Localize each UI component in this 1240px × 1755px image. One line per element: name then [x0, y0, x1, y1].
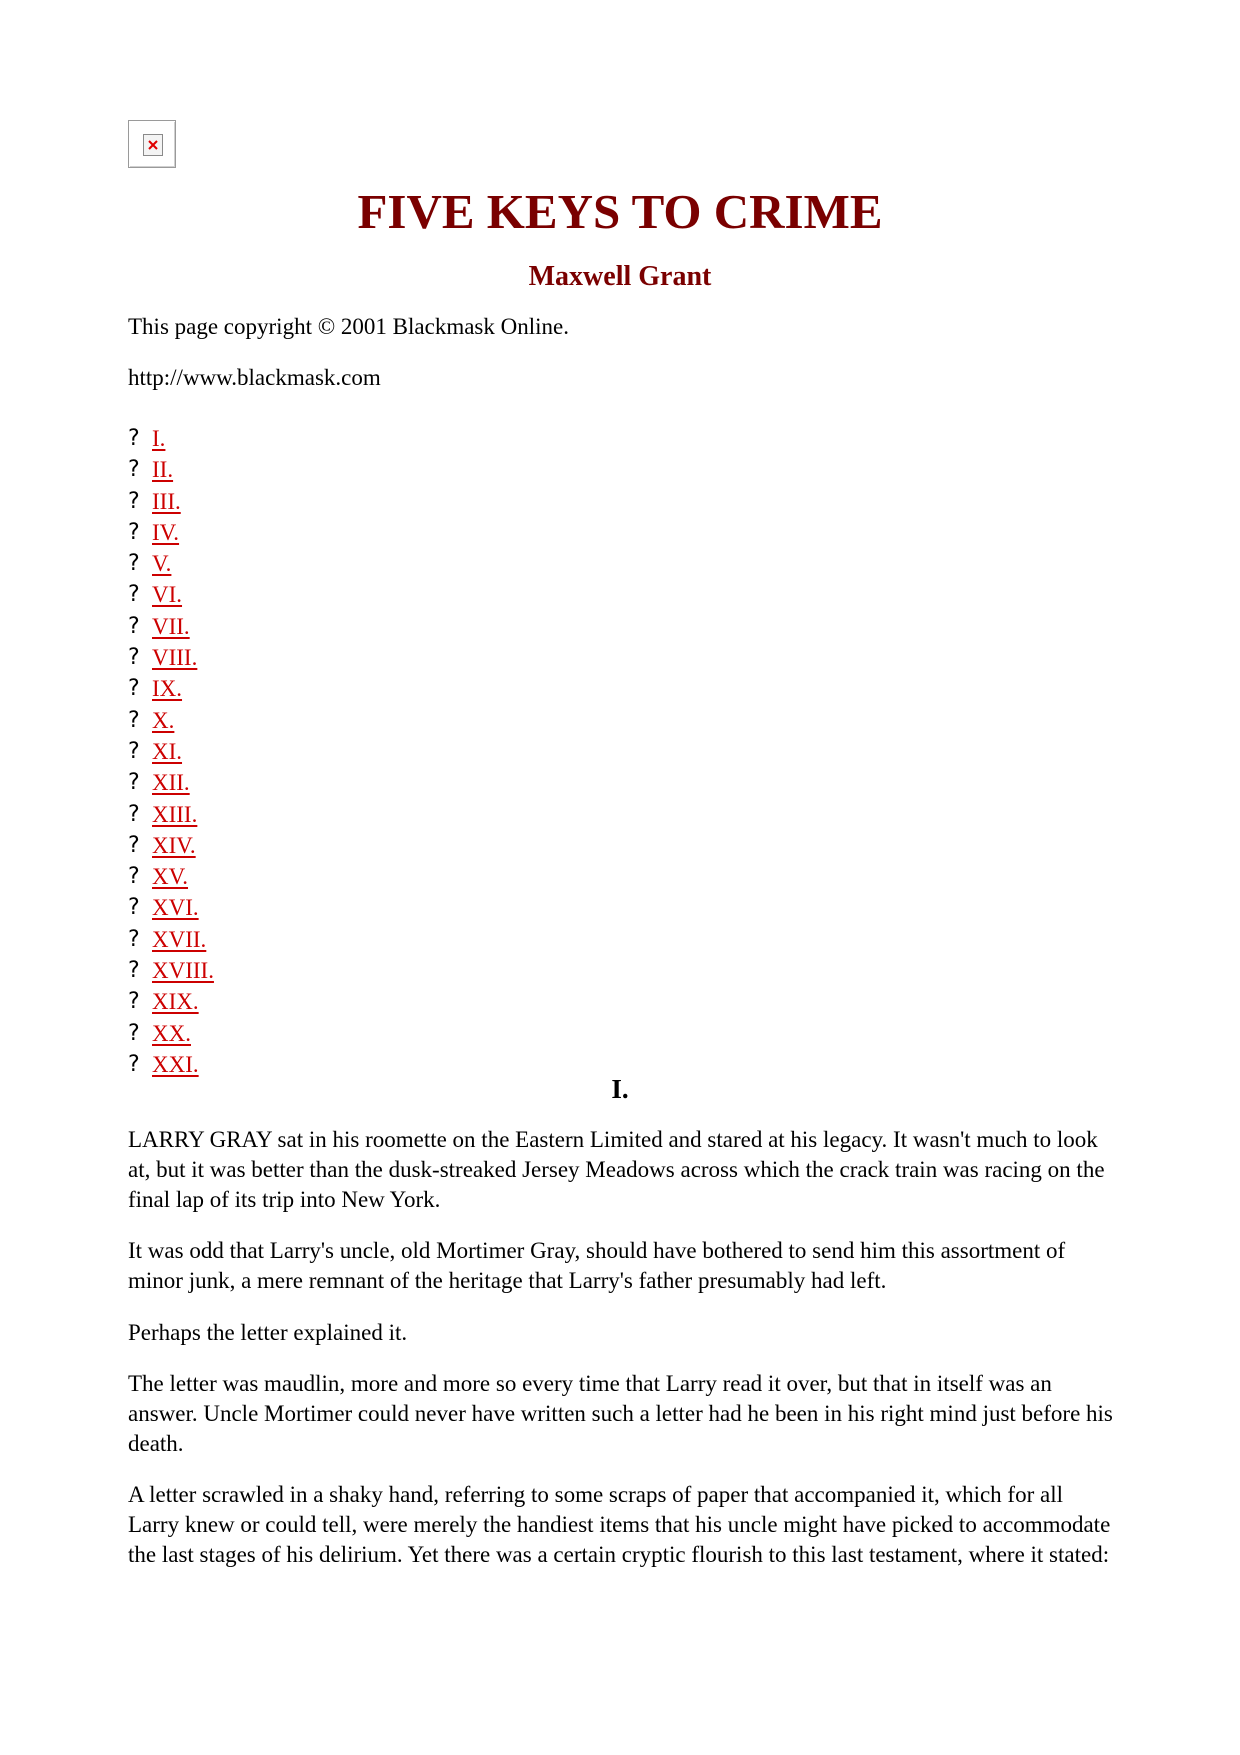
toc-item — [128, 673, 428, 704]
toc-bullet: ? — [128, 457, 140, 483]
toc-link-3[interactable]: III. — [152, 488, 181, 514]
toc-item — [128, 736, 428, 767]
broken-image-icon — [128, 120, 176, 168]
toc-link-17[interactable]: XVII. — [152, 926, 207, 952]
toc-bullet: ? — [128, 926, 140, 952]
toc-item — [128, 611, 428, 642]
toc-bullet: ? — [128, 488, 140, 514]
toc-item — [128, 705, 428, 736]
chapter-paragraph: Perhaps the letter explained it. — [128, 1320, 408, 1345]
toc-bullet: ? — [128, 989, 140, 1015]
toc-link-19[interactable]: XIX. — [152, 989, 199, 1015]
red-x-icon — [148, 140, 158, 150]
toc-item — [128, 517, 428, 548]
toc-link-10[interactable]: X. — [152, 707, 175, 733]
toc-bullet: ? — [128, 801, 140, 827]
toc-item — [128, 986, 428, 1017]
toc-item — [128, 955, 428, 986]
toc-link-20[interactable]: XX. — [152, 1020, 191, 1046]
toc-bullet: ? — [128, 519, 140, 545]
chapter-paragraph: LARRY GRAY sat in his roomette on the Eastern Limited and stared at his legacy. It wasn't much to look at, but it was better than the dusk-streaked Jersey Meadows across which the crack train was racing on the final lap of its trip into New York. — [128, 1127, 1105, 1212]
toc-link-18[interactable]: XVIII. — [152, 958, 214, 984]
toc-item — [128, 642, 428, 673]
toc-bullet: ? — [128, 426, 140, 451]
toc-item — [128, 548, 428, 579]
toc-item — [128, 579, 428, 610]
toc-link-5[interactable]: V. — [152, 551, 172, 577]
toc-link-2[interactable]: II. — [152, 457, 174, 483]
toc-bullet: ? — [128, 613, 140, 639]
chapter-paragraph: A letter scrawled in a shaky hand, referring to some scraps of paper that accompanied it, which for all Larry knew or could tell, were merely the handiest items that his uncle might have picked to accommodate the last stages of his delirium. Yet there was a certain cryptic flourish to this last testament, where it stated: — [128, 1482, 1111, 1567]
document-title: FIVE KEYS TO CRIME — [357, 184, 883, 239]
toc-item — [128, 486, 428, 517]
toc-link-7[interactable]: VII. — [152, 613, 190, 639]
toc-item — [128, 767, 428, 798]
toc-bullet: ? — [128, 676, 140, 702]
toc-link-16[interactable]: XVI. — [152, 895, 199, 921]
broken-image-frame — [143, 134, 163, 156]
toc-link-21[interactable]: XXI. — [152, 1051, 199, 1077]
source-url: http://www.blackmask.com — [128, 365, 381, 390]
document-author: Maxwell Grant — [528, 261, 712, 292]
toc-bullet: ? — [128, 738, 140, 764]
toc-link-9[interactable]: IX. — [152, 676, 183, 702]
toc-bullet: ? — [128, 707, 140, 733]
toc-item — [128, 799, 428, 830]
copyright-notice: This page copyright © 2001 Blackmask Online. — [128, 314, 569, 339]
chapter-paragraph: The letter was maudlin, more and more so every time that Larry read it over, but that in itself was an answer. Uncle Mortimer could never have written such a letter had he been in his right mind just before his death. — [128, 1371, 1113, 1456]
toc-link-8[interactable]: VIII. — [152, 645, 198, 671]
toc-link-4[interactable]: IV. — [152, 519, 180, 545]
toc-item — [128, 924, 428, 955]
toc-bullet: ? — [128, 864, 140, 890]
chapter-heading: I. — [611, 1074, 629, 1104]
toc-bullet: ? — [128, 551, 140, 577]
toc-link-13[interactable]: XIII. — [152, 801, 198, 827]
toc-bullet: ? — [128, 770, 140, 796]
table-of-contents — [128, 423, 428, 1077]
toc-bullet: ? — [128, 645, 140, 671]
toc-bullet: ? — [128, 895, 140, 921]
toc-item — [128, 830, 428, 861]
toc-item — [128, 892, 428, 923]
toc-bullet: ? — [128, 1020, 140, 1046]
toc-link-14[interactable]: XIV. — [152, 832, 196, 858]
toc-link-12[interactable]: XII. — [152, 770, 190, 796]
toc-link-6[interactable]: VI. — [152, 582, 183, 608]
chapter-paragraph: It was odd that Larry's uncle, old Mortimer Gray, should have bothered to send him this assortment of minor junk, a mere remnant of the heritage that Larry's father presumably had left. — [128, 1238, 1066, 1293]
toc-item — [128, 423, 428, 454]
toc-link-15[interactable]: XV. — [152, 864, 189, 890]
toc-bullet: ? — [128, 1051, 140, 1077]
toc-item — [128, 1018, 428, 1049]
toc-bullet: ? — [128, 958, 140, 984]
toc-bullet: ? — [128, 582, 140, 608]
toc-link-1[interactable]: I. — [152, 426, 166, 451]
toc-link-11[interactable]: XI. — [152, 738, 183, 764]
toc-item — [128, 454, 428, 485]
toc-item — [128, 861, 428, 892]
toc-bullet: ? — [128, 832, 140, 858]
